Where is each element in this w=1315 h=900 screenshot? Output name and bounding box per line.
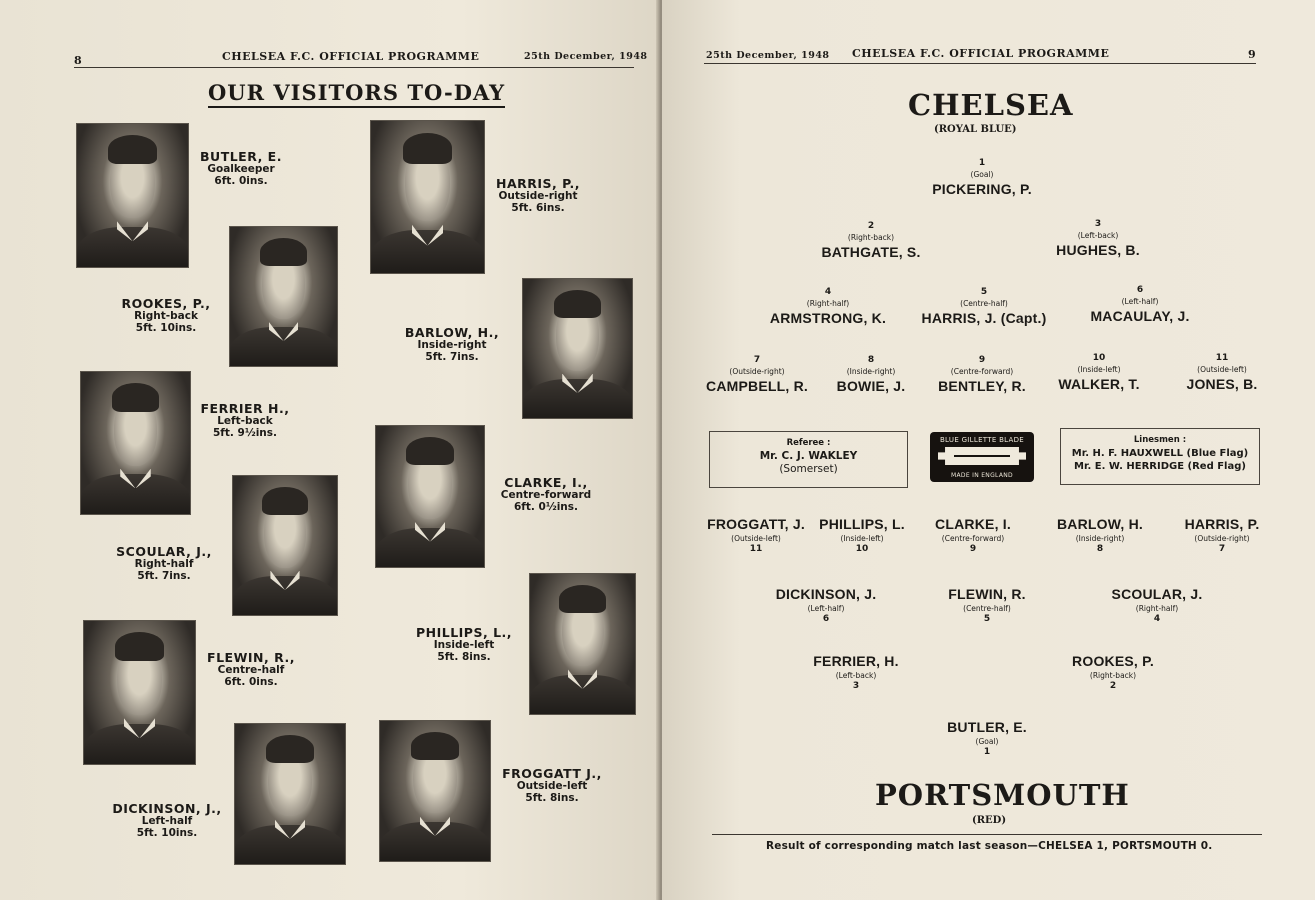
home-team-name: CHELSEA <box>908 88 1074 122</box>
result-note: Result of corresponding match last season—CHELSEA 1, PORTSMOUTH 0. <box>766 840 1213 852</box>
player-name: ROOKES, P., <box>121 296 211 311</box>
player-caption-dickinson <box>100 803 234 839</box>
portsmouth-slot-5 <box>922 585 1052 625</box>
player-photo-ferrier <box>80 371 191 515</box>
player-height: 6ft. 0½ins. <box>513 501 579 513</box>
player-name: ROOKES, P. <box>1072 653 1154 669</box>
shirt-number: 4 <box>824 287 832 297</box>
player-caption-phillips <box>408 627 520 663</box>
player-position: Inside-right <box>417 339 487 351</box>
player-height: 5ft. 7ins. <box>137 570 191 582</box>
player-name: BARLOW, H., <box>404 325 500 340</box>
player-caption-flewin <box>196 652 306 688</box>
player-name: ARMSTRONG, K. <box>769 310 887 326</box>
shirt-number: 3 <box>1094 219 1102 229</box>
chelsea-slot-5 <box>904 287 1064 327</box>
shirt-number: 9 <box>969 544 977 554</box>
player-name: FLEWIN, R., <box>207 650 295 665</box>
player-name: FERRIER H., <box>200 401 290 416</box>
section-title: OUR VISITORS TO-DAY <box>208 80 505 108</box>
player-photo-clarke <box>375 425 485 568</box>
player-name: FLEWIN, R. <box>948 586 1026 602</box>
position-label: (Inside-left) <box>1077 365 1121 374</box>
shirt-number: 5 <box>983 614 991 624</box>
player-height: 6ft. 0ins. <box>214 175 268 187</box>
referee-box <box>709 431 908 488</box>
portsmouth-slot-9 <box>908 515 1038 555</box>
referee-name: Mr. C. J. WAKLEY <box>759 450 858 462</box>
player-name: BOWIE, J. <box>836 378 906 394</box>
position-label: (Centre-forward) <box>950 367 1014 376</box>
player-name: DICKINSON, J. <box>775 586 877 602</box>
shirt-number: 7 <box>753 355 761 365</box>
position-label: (Right-half) <box>1135 604 1179 613</box>
position-label: (Right-back) <box>847 233 895 242</box>
away-team-name: PORTSMOUTH <box>875 778 1130 812</box>
player-name: JONES, B. <box>1186 376 1258 392</box>
player-name: SCOULAR, J. <box>1111 586 1203 602</box>
player-position: Outside-right <box>498 190 578 202</box>
portsmouth-slot-8 <box>1035 515 1165 555</box>
player-photo-scoular <box>232 475 338 616</box>
player-name: BUTLER, E. <box>947 719 1027 735</box>
player-caption-froggatt <box>494 768 610 804</box>
player-name: SCOULAR, J., <box>116 544 212 559</box>
player-caption-rookes <box>106 298 226 334</box>
player-name: BATHGATE, S. <box>821 244 921 260</box>
portsmouth-slot-1 <box>922 718 1052 758</box>
player-name: PHILLIPS, L., <box>415 625 513 640</box>
shirt-number: 10 <box>855 544 869 554</box>
header-rule <box>704 63 1256 64</box>
player-position: Right-half <box>134 558 194 570</box>
player-name: HARRIS, P., <box>495 176 580 191</box>
player-photo-dickinson <box>234 723 346 865</box>
chelsea-slot-9 <box>927 355 1037 395</box>
player-position: Left-half <box>141 815 193 827</box>
shirt-number: 9 <box>978 355 986 365</box>
shirt-number: 4 <box>1153 614 1161 624</box>
player-caption-ferrier <box>190 403 300 439</box>
header-date: 25th December, 1948 <box>706 50 830 61</box>
player-height: 5ft. 6ins. <box>511 202 565 214</box>
player-position: Left-back <box>217 415 273 427</box>
referee-county: (Somerset) <box>779 463 838 475</box>
player-height: 5ft. 10ins. <box>136 827 198 839</box>
player-name: MACAULAY, J. <box>1090 308 1190 324</box>
shirt-number: 8 <box>1096 544 1104 554</box>
shirt-number: 6 <box>1136 285 1144 295</box>
position-label: (Outside-right) <box>729 367 785 376</box>
home-team-colour: (ROYAL BLUE) <box>934 124 1017 135</box>
gillette-advert <box>930 432 1034 482</box>
linesman-1: Mr. H. F. HAUXWELL (Blue Flag) <box>1071 448 1249 459</box>
player-height: 6ft. 0ins. <box>224 676 278 688</box>
player-height: 5ft. 8ins. <box>525 792 579 804</box>
player-position: Outside-left <box>516 780 588 792</box>
player-name: CAMPBELL, R. <box>706 378 808 394</box>
razor-blade-icon <box>938 447 1026 465</box>
player-caption-clarke <box>488 477 604 513</box>
chelsea-slot-3 <box>1033 219 1163 259</box>
shirt-number: 1 <box>983 747 991 757</box>
position-label: (Goal) <box>970 170 994 179</box>
position-label: (Outside-left) <box>1197 365 1247 374</box>
player-position: Goalkeeper <box>207 163 275 175</box>
position-label: (Left-back) <box>1077 231 1119 240</box>
chelsea-slot-7 <box>702 355 812 395</box>
linesmen-box <box>1060 428 1260 485</box>
player-name: HARRIS, P. <box>1184 516 1260 532</box>
shirt-number: 2 <box>867 221 875 231</box>
linesmen-label: Linesmen : <box>1133 435 1187 445</box>
player-name: FROGGATT, J. <box>707 516 805 532</box>
player-height: 5ft. 9½ins. <box>212 427 278 439</box>
player-name: FROGGATT J., <box>502 766 602 781</box>
player-height: 5ft. 7ins. <box>425 351 479 363</box>
player-name: HUGHES, B. <box>1056 242 1140 258</box>
advert-top-text: BLUE GILLETTE BLADE <box>939 436 1025 444</box>
player-name: BENTLEY, R. <box>938 378 1026 394</box>
page-number: 9 <box>1248 48 1257 61</box>
chelsea-slot-2 <box>806 221 936 261</box>
linesman-2: Mr. E. W. HERRIDGE (Red Flag) <box>1074 461 1246 472</box>
chelsea-slot-4 <box>763 287 893 327</box>
header-title: CHELSEA F.C. OFFICIAL PROGRAMME <box>852 47 1110 60</box>
header-title: CHELSEA F.C. OFFICIAL PROGRAMME <box>222 50 480 63</box>
player-photo-phillips <box>529 573 636 715</box>
player-name: BUTLER, E. <box>200 149 282 164</box>
player-photo-butler <box>76 123 189 268</box>
player-height: 5ft. 10ins. <box>135 322 197 334</box>
portsmouth-slot-6 <box>761 585 891 625</box>
shirt-number: 6 <box>822 614 830 624</box>
portsmouth-slot-2 <box>1048 652 1178 692</box>
portsmouth-slot-3 <box>791 652 921 692</box>
header-date: 25th December, 1948 <box>524 51 648 62</box>
portsmouth-slot-11 <box>696 515 816 555</box>
player-caption-butler <box>186 151 296 187</box>
player-photo-flewin <box>83 620 196 765</box>
chelsea-slot-1 <box>917 158 1047 198</box>
player-name: WALKER, T. <box>1058 376 1140 392</box>
portsmouth-slot-4 <box>1092 585 1222 625</box>
player-photo-harris <box>370 120 485 274</box>
away-team-colour: (RED) <box>972 815 1007 826</box>
position-label: (Centre-half) <box>963 604 1011 613</box>
player-position: Right-back <box>134 310 198 322</box>
position-label: (Inside-right) <box>846 367 896 376</box>
page-number: 8 <box>74 54 83 67</box>
player-position: Centre-forward <box>500 489 592 501</box>
player-name: PICKERING, P. <box>932 181 1032 197</box>
player-position: Inside-left <box>433 639 495 651</box>
shirt-number: 1 <box>978 158 986 168</box>
player-name: CLARKE, I. <box>935 516 1011 532</box>
chelsea-slot-10 <box>1044 353 1154 393</box>
player-position: Centre-half <box>217 664 285 676</box>
position-label: (Centre-half) <box>960 299 1008 308</box>
player-name: HARRIS, J. (Capt.) <box>921 310 1047 326</box>
player-name: CLARKE, I., <box>504 475 588 490</box>
position-label: (Goal) <box>975 737 999 746</box>
portsmouth-slot-7 <box>1172 515 1272 555</box>
shirt-number: 11 <box>1215 353 1229 363</box>
shirt-number: 11 <box>749 544 763 554</box>
player-height: 5ft. 8ins. <box>437 651 491 663</box>
player-caption-barlow <box>396 327 508 363</box>
position-label: (Outside-left) <box>731 534 781 543</box>
shirt-number: 5 <box>980 287 988 297</box>
player-photo-rookes <box>229 226 338 367</box>
player-photo-froggatt <box>379 720 491 862</box>
position-label: (Inside-right) <box>1075 534 1125 543</box>
header-rule <box>74 67 634 68</box>
player-name: DICKINSON, J., <box>112 801 222 816</box>
shirt-number: 7 <box>1218 544 1226 554</box>
position-label: (Outside-right) <box>1194 534 1250 543</box>
shirt-number: 8 <box>867 355 875 365</box>
player-caption-harris <box>482 178 594 214</box>
advert-bottom-text: MADE IN ENGLAND <box>951 472 1013 479</box>
referee-label: Referee : <box>786 438 831 448</box>
position-label: (Left-back) <box>835 671 877 680</box>
position-label: (Right-half) <box>806 299 850 308</box>
position-label: (Right-back) <box>1089 671 1137 680</box>
player-name: BARLOW, H. <box>1057 516 1143 532</box>
position-label: (Inside-left) <box>840 534 884 543</box>
player-name: FERRIER, H. <box>813 653 899 669</box>
position-label: (Left-half) <box>807 604 845 613</box>
position-label: (Centre-forward) <box>941 534 1005 543</box>
chelsea-slot-6 <box>1075 285 1205 325</box>
shirt-number: 3 <box>852 681 860 691</box>
chelsea-slot-11 <box>1172 353 1272 393</box>
player-photo-barlow <box>522 278 633 419</box>
shirt-number: 2 <box>1109 681 1117 691</box>
player-caption-scoular <box>104 546 224 582</box>
player-name: PHILLIPS, L. <box>819 516 905 532</box>
portsmouth-slot-10 <box>802 515 922 555</box>
shirt-number: 10 <box>1092 353 1106 363</box>
footer-rule <box>712 834 1262 835</box>
position-label: (Left-half) <box>1121 297 1159 306</box>
chelsea-slot-8 <box>816 355 926 395</box>
